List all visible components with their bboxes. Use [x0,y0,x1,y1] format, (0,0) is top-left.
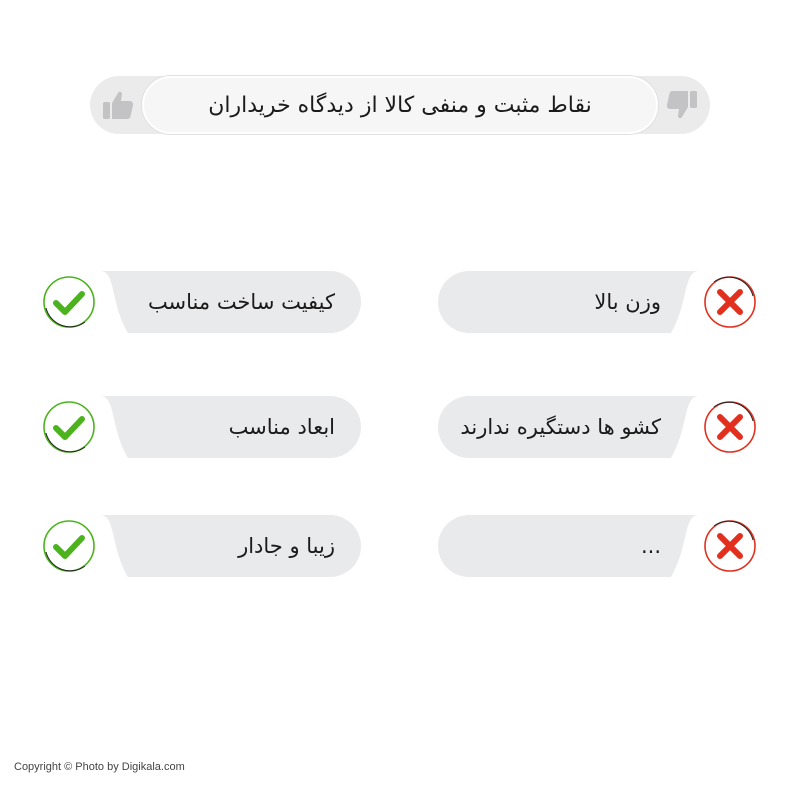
thumbs-up-icon [100,87,136,123]
positive-item [38,271,361,333]
negative-label: وزن بالا [594,290,661,314]
check-icon [41,274,97,330]
page-title: نقاط مثبت و منفی کالا از دیدگاه خریداران [208,92,592,118]
check-icon [41,399,97,455]
cross-icon [702,274,758,330]
positive-label: ابعاد مناسب [228,415,335,439]
header-title-box [142,76,658,134]
positive-item [38,396,361,458]
negative-item [438,271,761,333]
negative-item [438,515,761,577]
thumbs-down-icon [664,87,700,123]
positive-label: کیفیت ساخت مناسب [147,290,335,314]
negative-label: کشو ها دستگیره ندارند [460,415,661,439]
cross-icon [702,518,758,574]
negative-label: ... [640,534,661,558]
check-icon [41,518,97,574]
positive-item [38,515,361,577]
header-bar [90,76,710,134]
positive-label: زیبا و جادار [238,534,335,558]
cross-icon [702,399,758,455]
negative-item [438,396,761,458]
copyright-text: Copyright © Photo by Digikala.com [14,761,185,773]
